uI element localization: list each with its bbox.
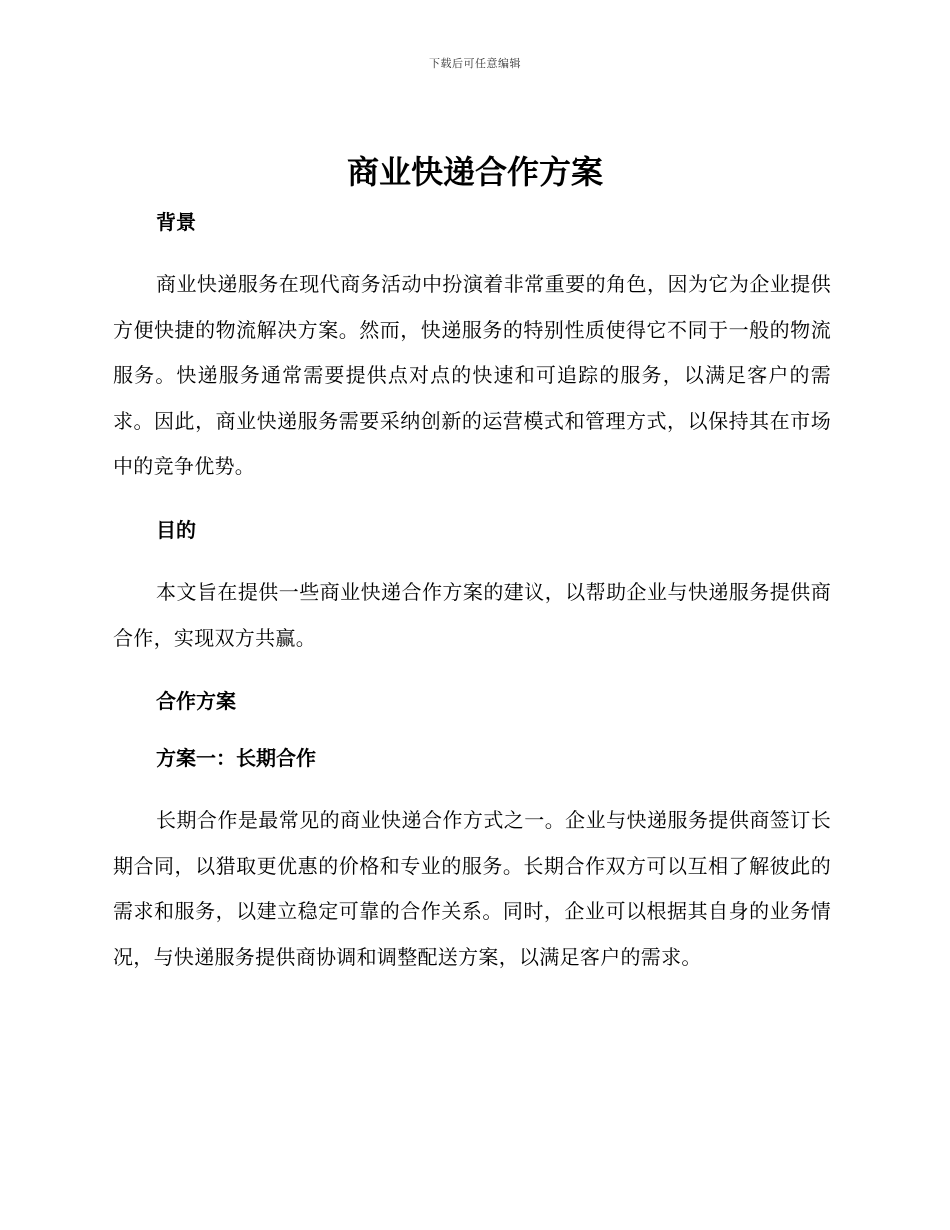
section-heading-background: 背景 (156, 210, 196, 234)
document-body (113, 205, 831, 981)
section-heading-purpose: 目的 (156, 517, 196, 542)
header-note: 下载后可任意编辑 (429, 57, 521, 70)
paragraph-plan1: 长期合作是最常见的商业快递合作方式之一。企业与快递服务提供商签订长期合同，以猎取更优惠的价格和专业的服务。长期合作双方可以互相了解彼此的需求和服务，以建立稳定可靠的合作关系。同时，企业可以根据其自身的业务情况，与快递服务提供商协调和调整配送方案，以满足客户的需求。 (113, 808, 831, 969)
paragraph-purpose: 本文旨在提供一些商业快递合作方案的建议，以帮助企业与快递服务提供商合作，实现双方共赢。 (113, 579, 831, 650)
subsection-heading-plan1: 方案一：长期合作 (156, 746, 316, 771)
page-title: 商业快递合作方案 (346, 153, 603, 191)
section-heading-plans: 合作方案 (156, 689, 236, 714)
paragraph-background: 商业快递服务在现代商务活动中扮演着非常重要的角色，因为它为企业提供方便快捷的物流解决方案。然而，快递服务的特别性质使得它不同于一般的物流服务。快递服务通常需要提供点对点的快速和可追踪的服务，以满足客户的需求。因此，商业快递服务需要采纳创新的运营模式和管理方式，以保持其在市场中的竞争优势。 (113, 272, 831, 479)
